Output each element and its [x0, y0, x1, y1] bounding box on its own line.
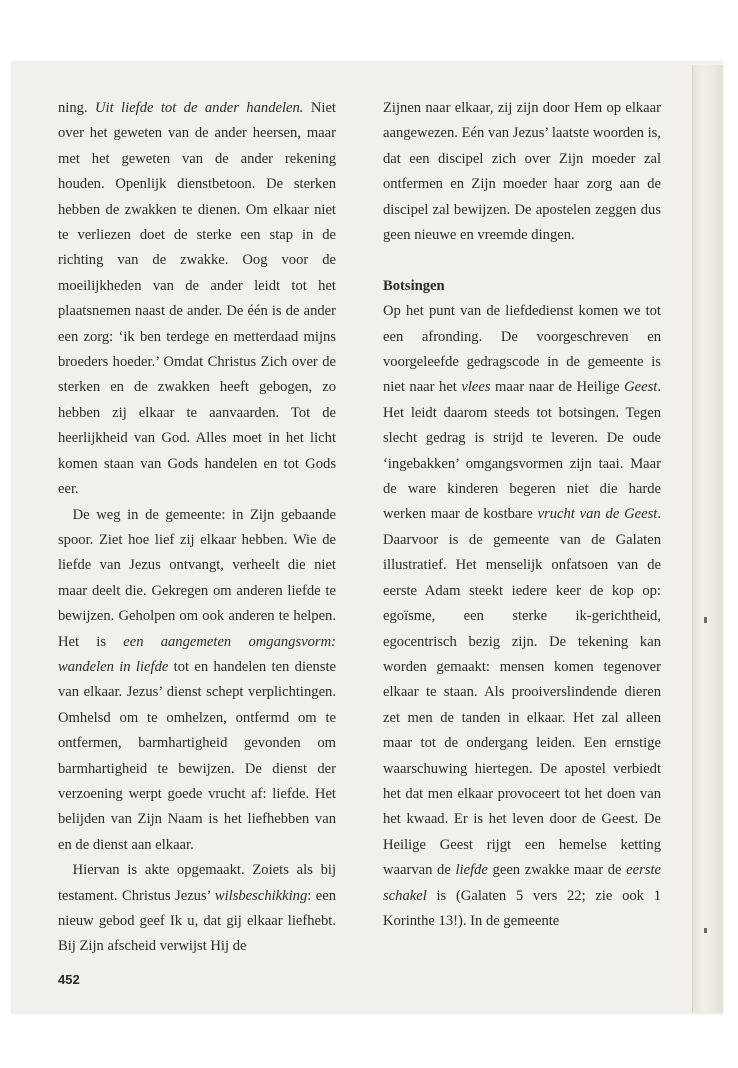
emphasis-text: vrucht van de Geest [537, 506, 658, 523]
emphasis-text: Geest [624, 379, 658, 396]
emphasis-text: eerste schakel [383, 862, 662, 904]
page-number: 452 [58, 972, 80, 987]
page-mark [704, 617, 707, 623]
page-mark [704, 928, 707, 933]
section-heading: Botsingen [383, 277, 445, 294]
paragraph: Zijnen naar elkaar, zij zijn door Hem op elkaar aangewezen. Eén van Jezus’ laatste woorden is, dat een discipel zich over Zijn moeder zal ontfermen en Zijn moeder haar zorg aan de discipel zal bewijzen. De apostelen zeggen dus geen nieuwe en vreemde dingen. [383, 100, 661, 244]
emphasis-text: wilsbeschikking [214, 887, 308, 904]
left-column [58, 96, 336, 960]
emphasis-text: Uit liefde tot de ander handelen. [95, 100, 304, 116]
emphasis-text: vlees [461, 379, 491, 396]
emphasis-text: een aangemeten omgangsvorm: wandelen in liefde [58, 633, 336, 675]
paragraph: De weg in de gemeente: in Zijn gebaande spoor. Ziet hoe lief zij elkaar hebben. Wie de liefde van Jezus ontvangt, verheelt die niet maar deelt die. Gekregen om anderen liefde te bewijzen. Geholpen om ook anderen te helpen. Het is een aangemeten omgangsvorm: wandelen in liefde tot en handelen ten dienste van elkaar. Jezus’ dienst schept verplichtingen. Omhelsd om te omhelzen, ontfermd om te ontfermen, barmhartigheid gevonden om barmhartigheid te bewijzen. De dienst der verzoening werpt goede vrucht af: liefde. Het belijden van Zijn Naam is het liefhebben van en de dienst aan elkaar. [58, 506, 337, 853]
paragraph: ning. Uit liefde tot de ander handelen. Niet over het geweten van de ander heersen, maar met het geweten van de ander rekening houden. Openlijk dienstbetoon. De sterken hebben de zwakken te dienen. Om elkaar niet te verliezen doet de sterke een stap in de richting van de zwakke. Oog voor de moeilijkheden van de ander leidt tot het plaatsnemen naast de ander. De één is de ander een zorg: ‘ik ben terdege en metterdaad mijns broeders hoeder.’ Omdat Christus Zich over de sterken en de zwakken heeft gebogen, zo hebben zij elkaar te aanvaarden. Tot de heerlijkheid van God. Alles moet in het licht komen staan van Gods handelen en tot Gods eer. [58, 100, 336, 498]
paragraph: Hiervan is akte opgemaakt. Zoiets als bij testament. Christus Jezus’ wilsbeschikking: een nieuw gebod geef Ik u, dat gij elkaar liefhebt. Bij Zijn afscheid verwijst Hij de [58, 862, 336, 955]
page-edge [692, 65, 723, 1013]
right-column [383, 96, 661, 934]
paragraph: Op het punt van de liefdedienst komen we tot een afronding. De voorgeschreven en voorgeleefde gedragscode in de gemeente is niet naar het vlees maar naar de Heilige Geest. Het leidt daarom steeds tot botsingen. Tegen slecht gedrag is strijd te leveren. De oude ‘ingebakken’ omgangsvormen zijn taai. Maar de ware kinderen begeren niet die harde werken maar de kostbare vrucht van de Geest. Daarvoor is de gemeente van de Galaten illustratief. Het menselijk onfatsoen van de eerste Adam steekt iedere keer de kop op: egoïsme, een sterke ik-gerichtheid, egocentrisch bezig zijn. De tekening kan worden gemaakt: mensen komen tegenover elkaar te staan. Als prooiverslindende dieren zet men de tanden in elkaar. Het zal alleen maar tot de ondergang leiden. Een ernstige waarschuwing hiertegen. De apostel verbiedt het dat men elkaar provoceert tot het doen van het kwaad. Er is het leven door de Geest. De Heilige Geest rijgt een hemelse ketting waarvan de liefde geen zwakke maar de eerste schakel is (Galaten 5 vers 22; zie ook 1 Korinthe 13!). In de gemeente [383, 303, 662, 929]
emphasis-text: liefde [455, 862, 488, 879]
